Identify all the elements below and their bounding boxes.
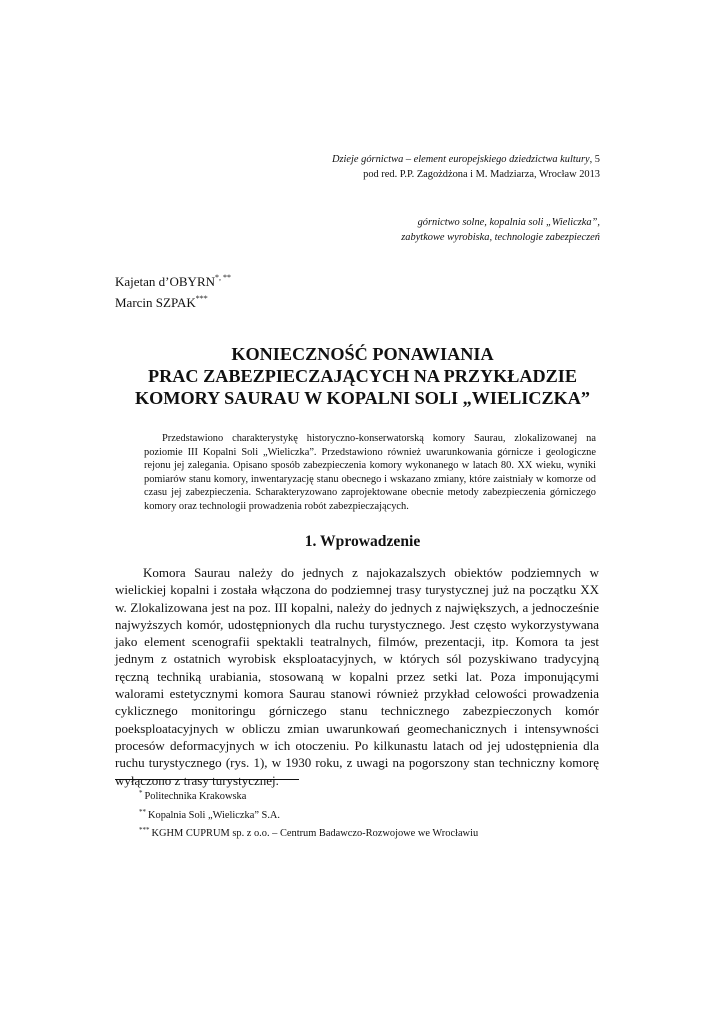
title-line-3: KOMORY SAURAU W KOPALNI SOLI „WIELICZKA”: [135, 388, 590, 408]
footnote-mark: ***: [139, 826, 150, 834]
title-line-1: KONIECZNOŚĆ PONAWIANIA: [231, 344, 494, 364]
footnote-text: Politechnika Krakowska: [144, 791, 247, 802]
footnote-text: KGHM CUPRUM sp. z o.o. – Centrum Badawczo-Rozwojowe we Wrocławiu: [151, 828, 479, 839]
keywords: [401, 215, 600, 245]
footnote-3: [139, 823, 478, 842]
keywords-line-1: górnictwo solne, kopalnia soli „Wieliczka”,: [417, 217, 600, 228]
abstract: Przedstawiono charakterystykę historyczno-konserwatorską komory Saurau, zlokalizowanej na poziomie III Kopalni Soli „Wieliczka”. Przedstawiono również uwarunkowania górnicze i geologiczne rejonu jej zalegania. Opisano sposób zabezpieczenia komory wykonanego w latach 80. XX wieku, wyniki pomiarów stanu komory, inwentaryzację stanu obecnego i wskazano zmiany, które zaistniały w komorze od czasu jej zabezpieczenia. Scharakteryzowano zaprojektowane obecnie metody zabezpieczenia górniczego komory oraz technologii prowadzenia robót zabezpieczających.: [144, 433, 596, 512]
series-line: [332, 152, 600, 167]
author-affiliation-marks: *, **: [215, 273, 232, 282]
footnote-mark: *: [139, 789, 143, 797]
author-1: [115, 269, 231, 290]
footnote-mark: **: [139, 807, 146, 816]
series-header: [332, 152, 600, 182]
author-name: Marcin SZPAK: [115, 295, 196, 310]
footnote-2: [139, 805, 478, 824]
series-title: Dzieje górnictwa – element europejskiego dziedzictwa kultury: [332, 154, 590, 165]
author-affiliation-marks: ***: [195, 294, 208, 303]
footnote-divider: [115, 779, 299, 780]
paper-title: [100, 343, 625, 409]
section-heading: 1. Wprowadzenie: [304, 533, 421, 550]
keywords-line-2: zabytkowe wyrobiska, technologie zabezpieczeń: [401, 232, 600, 243]
authors: [115, 269, 231, 311]
series-number: , 5: [589, 154, 600, 165]
footnotes: [139, 786, 478, 842]
footnote-1: [139, 786, 478, 805]
author-2: [115, 290, 231, 311]
editors-line: pod red. P.P. Zagożdżona i M. Madziarza, Wrocław 2013: [363, 169, 600, 180]
footnote-text: Kopalnia Soli „Wieliczka” S.A.: [148, 809, 281, 821]
author-name: Kajetan d’OBYRN: [115, 274, 216, 289]
body-paragraph: Komora Saurau należy do jednych z najokazalszych obiektów podziemnych w wielickiej kopalni i została włączona do podziemnej trasy turystycznej już na początku XX w. Zlokalizowana jest na poz. III kopalni, należy do jednych z największych, a jednocześnie najwyższych komór, udostępnionych dla ruchu turystycznego. Jest często wykorzystywana jako element scenografii spektakli teatralnych, filmów, prezentacji, itp. Komora ta jest jednym z ostatnich wyrobisk eksploatacyjnych, w których sól pozyskiwano tradycyjną ręczną techniką urabiania, stosowaną w kopalni przez setki lat. Poza imponującymi walorami estetycznymi komora Saurau stanowi również przykład celowości prowadzenia cyklicznego monitoringu górniczego stanu technicznego zabezpieczonych komór poeksploatacyjnych w obliczu zmian uwarunkowań geomechanicznych i intensywności procesów deformacyjnych w ich otoczeniu. Po kilkunastu latach od jej udostępnienia dla ruchu turystycznego (rys. 1), w 1930 roku, z uwagi na pogorszony stan techniczny komorę wyłączono z trasy turystycznej.: [115, 565, 599, 788]
title-line-2: PRAC ZABEZPIECZAJĄCYCH NA PRZYKŁADZIE: [148, 366, 577, 386]
